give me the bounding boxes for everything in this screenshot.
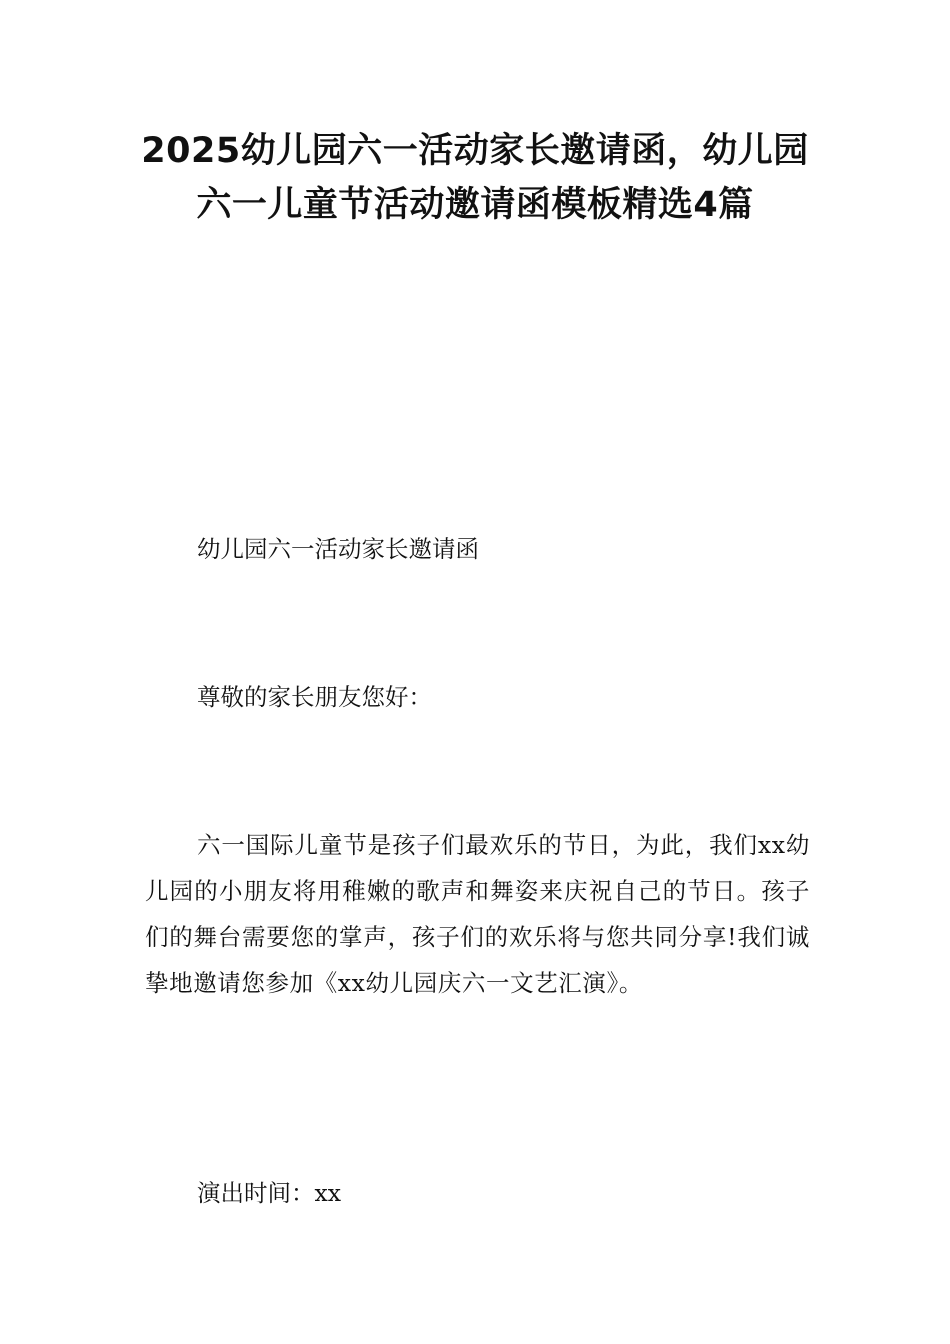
document-title xyxy=(120,124,830,232)
title-line-2: 六一儿童节活动邀请函模板精选4篇 xyxy=(196,185,754,225)
title-line-1: 2025幼儿园六一活动家长邀请函，幼儿园 xyxy=(141,131,809,171)
section-heading: 幼儿园六一活动家长邀请函 xyxy=(197,535,479,563)
body-paragraph: 六一国际儿童节是孩子们最欢乐的节日，为此，我们xx幼儿园的小朋友将用稚嫩的歌声和舞姿来庆祝自己的节日。孩子们的舞台需要您的掌声，孩子们的欢乐将与您共同分享!我们诚挚地邀请您参加《xx幼儿园庆六一文艺汇演》。 xyxy=(145,831,810,997)
performance-time: 演出时间：xx xyxy=(197,1179,342,1207)
greeting-paragraph: 尊敬的家长朋友您好： xyxy=(197,683,432,711)
